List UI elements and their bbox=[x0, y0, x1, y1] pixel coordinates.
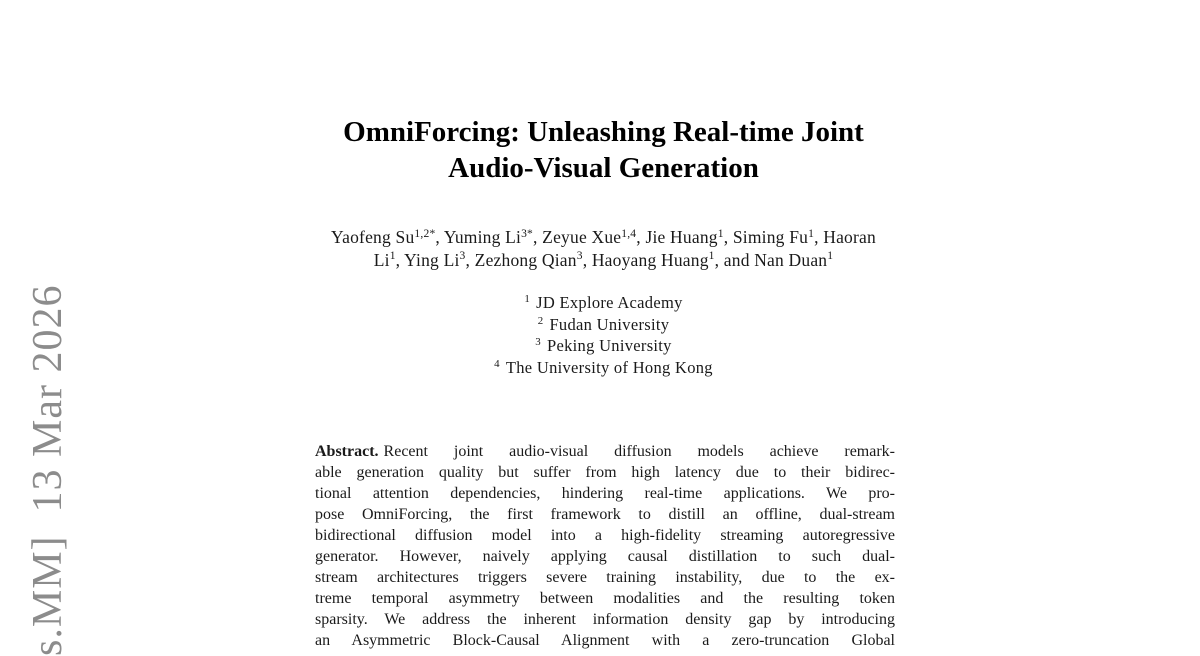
authors-line: Li$^1$, Ying Li$^3$, Zezhong Qian$^3$, Haoyang Huang$^1$, and Nan Duan$^1$ bbox=[7, 249, 1200, 272]
authors-line: Yaofeng $Su^{1,2*}$, Yuming $Li^{3*}$, Zeyue Xue$^{1,4}$, Jie Huang$^1$, Siming Fu$^1$, Haoran bbox=[7, 226, 1200, 249]
arxiv-stamp: s.MM] 13 Mar 2026 bbox=[27, 285, 69, 656]
author-affiliation-superscript: 3* bbox=[521, 228, 533, 240]
abstract-line: an Asymmetric Block-Causal Alignment with a zero-truncation Global bbox=[315, 630, 895, 651]
abstract-line: generator. However, naively applying causal distillation to such dual- bbox=[315, 546, 895, 567]
affiliation-line: $^1$ JD Explore Academy bbox=[7, 292, 1200, 314]
affiliation-line: $^3$ Peking University bbox=[7, 335, 1200, 357]
affiliation-line: $^2$ Fudan University bbox=[7, 314, 1200, 336]
abstract-label: Abstract. bbox=[315, 443, 379, 460]
affiliations-block bbox=[0, 292, 1200, 379]
abstract-block bbox=[315, 441, 895, 651]
abstract-line: sparsity. We address the inherent information density gap by introducing bbox=[315, 609, 895, 630]
paper-title-line-1: OmniForcing: Unleashing Real-time Joint bbox=[7, 114, 1200, 150]
abstract-line: able generation quality but suffer from high latency due to their bidirec- bbox=[315, 462, 895, 483]
paper-title-line-2: Audio-Visual Generation bbox=[7, 150, 1200, 186]
abstract-line: Abstract. Recent joint audio-visual diffusion models achieve remark- bbox=[315, 441, 895, 462]
affiliation-number-superscript: 3 bbox=[535, 336, 541, 348]
abstract-line: bidirectional diffusion model into a high-fidelity streaming autoregressive bbox=[315, 525, 895, 546]
abstract-line: treme temporal asymmetry between modalities and the resulting token bbox=[315, 588, 895, 609]
author-affiliation-superscript: 3 bbox=[577, 250, 583, 262]
author-affiliation-superscript: 1 bbox=[718, 228, 724, 240]
author-affiliation-superscript: 1 bbox=[827, 250, 833, 262]
abstract-line: pose OmniForcing, the first framework to distill an offline, dual-stream bbox=[315, 504, 895, 525]
author-affiliation-superscript: 3 bbox=[460, 250, 466, 262]
author-affiliation-superscript: 1 bbox=[709, 250, 715, 262]
affiliation-number-superscript: 1 bbox=[524, 293, 530, 305]
paper-title bbox=[0, 114, 1200, 186]
authors-block bbox=[0, 226, 1200, 271]
affiliation-number-superscript: 4 bbox=[494, 358, 500, 370]
affiliation-number-superscript: 2 bbox=[538, 315, 544, 327]
author-affiliation-superscript: 1,4 bbox=[621, 228, 636, 240]
author-affiliation-superscript: 1,2* bbox=[414, 228, 435, 240]
abstract-line: stream architectures triggers severe training instability, due to the ex- bbox=[315, 567, 895, 588]
affiliation-line: $^4$ The University of Hong Kong bbox=[7, 357, 1200, 379]
author-affiliation-superscript: 1 bbox=[390, 250, 396, 262]
abstract-line: tional attention dependencies, hindering real-time applications. We pro- bbox=[315, 483, 895, 504]
author-affiliation-superscript: 1 bbox=[808, 228, 814, 240]
